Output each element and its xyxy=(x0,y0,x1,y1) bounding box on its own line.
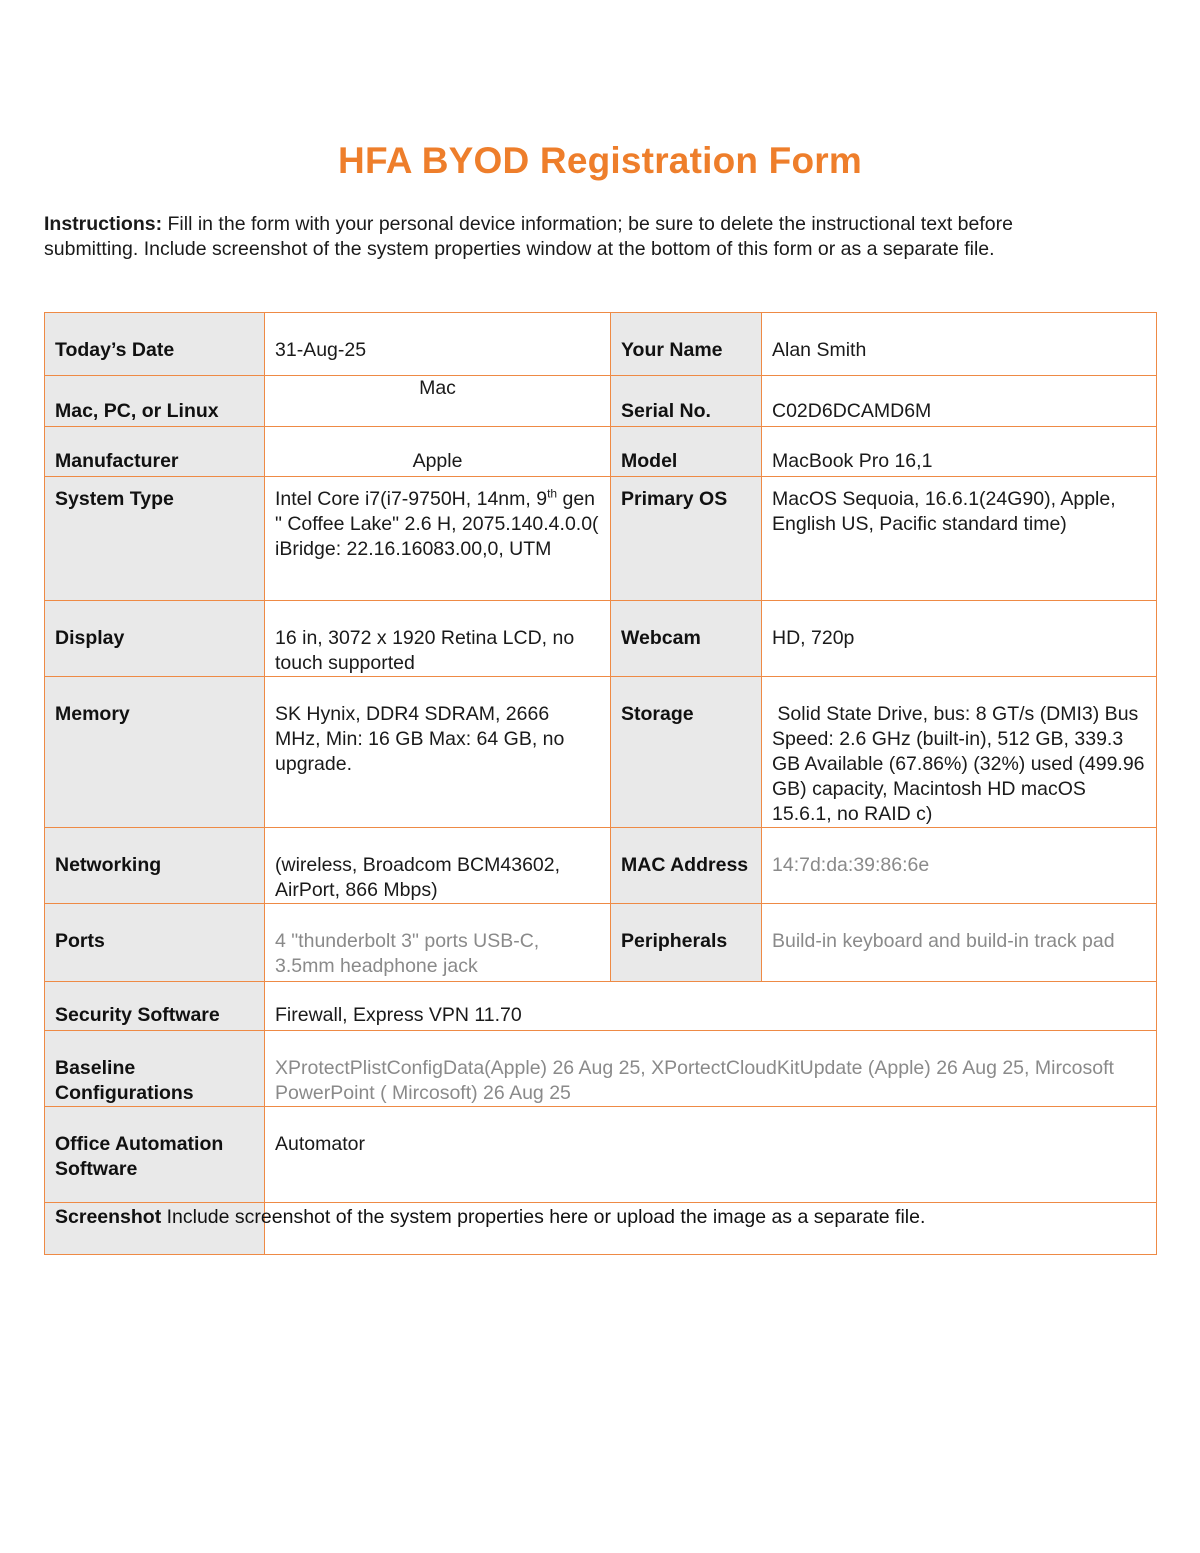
security-software-field[interactable]: Firewall, Express VPN 11.70 xyxy=(265,982,1157,1031)
page-title: HFA BYOD Registration Form xyxy=(338,140,862,181)
row-screenshot xyxy=(45,1203,1157,1255)
system-type-value-pre: Intel Core i7(i7-9750H, 14nm, 9 xyxy=(275,488,548,510)
system-type-superscript: th xyxy=(547,486,558,501)
networking-field[interactable]: (wireless, Broadcom BCM43602, AirPort, 866 Mbps) xyxy=(265,828,611,904)
row-date-name xyxy=(45,313,1157,376)
serial-label: Serial No. xyxy=(611,376,762,427)
row-baseline xyxy=(45,1031,1157,1107)
peripherals-label: Peripherals xyxy=(611,904,762,982)
webcam-field[interactable]: HD, 720p xyxy=(762,601,1157,677)
ports-label: Ports xyxy=(45,904,265,982)
manufacturer-field[interactable]: Apple xyxy=(265,427,611,477)
model-label: Model xyxy=(611,427,762,477)
office-automation-field[interactable]: Automator xyxy=(265,1107,1157,1203)
screenshot-instruction: Include screenshot of the system properties here or upload the image as a separate file. xyxy=(161,1206,926,1228)
serial-field[interactable]: C02D6DCAMD6M xyxy=(762,376,1157,427)
screenshot-label-cell xyxy=(45,1203,926,1255)
primary-os-field[interactable]: MacOS Sequoia, 16.6.1(24G90), Apple, English US, Pacific standard time) xyxy=(762,477,1157,601)
platform-label: Mac, PC, or Linux xyxy=(45,376,265,427)
networking-label: Networking xyxy=(45,828,265,904)
row-ports-peripherals xyxy=(45,904,1157,982)
screenshot-label: Screenshot xyxy=(55,1206,162,1228)
row-platform-serial xyxy=(45,376,1157,427)
system-type-field[interactable] xyxy=(265,477,611,601)
ports-field[interactable]: 4 "thunderbolt 3" ports USB-C, 3.5mm headphone jack xyxy=(265,904,611,982)
row-networking-mac xyxy=(45,828,1157,904)
todays-date-field[interactable]: 31-Aug-25 xyxy=(265,313,611,376)
todays-date-label: Today’s Date xyxy=(45,313,265,376)
mac-address-field[interactable]: 14:7d:da:39:86:6e xyxy=(762,828,1157,904)
storage-field[interactable]: Solid State Drive, bus: 8 GT/s (DMI3) Bus Speed: 2.6 GHz (built-in), 512 GB, 339.3 GB Available (67.86%) (32%) used (499.96 GB) capacity, Macintosh HD macOS 15.6.1, no RAID c) xyxy=(762,677,1157,828)
webcam-label: Webcam xyxy=(611,601,762,677)
row-system-os xyxy=(45,477,1157,601)
peripherals-field[interactable]: Build-in keyboard and build-in track pad xyxy=(762,904,1157,982)
baseline-field[interactable]: XProtectPlistConfigData(Apple) 26 Aug 25, XPortectCloudKitUpdate (Apple) 26 Aug 25, Mircosoft PowerPoint ( Mircosoft) 26 Aug 25 xyxy=(265,1031,1157,1107)
platform-field[interactable]: Mac xyxy=(265,376,611,427)
system-type-label: System Type xyxy=(45,477,265,601)
primary-os-label: Primary OS xyxy=(611,477,762,601)
memory-field[interactable]: SK Hynix, DDR4 SDRAM, 2666 MHz, Min: 16 GB Max: 64 GB, no upgrade. xyxy=(265,677,611,828)
instructions-label: Instructions: xyxy=(44,213,163,235)
system-type-value-post: gen " Coffee Lake" 2.6 H, 2075.140.4.0.0( iBridge: 22.16.16083.00,0, UTM xyxy=(275,488,599,560)
your-name-label: Your Name xyxy=(611,313,762,376)
row-office-automation xyxy=(45,1107,1157,1203)
your-name-field[interactable]: Alan Smith xyxy=(762,313,1157,376)
baseline-label: Baseline Configurations xyxy=(45,1031,265,1107)
registration-form-table xyxy=(44,312,1157,1255)
instructions xyxy=(44,212,1084,262)
display-label: Display xyxy=(45,601,265,677)
model-field[interactable]: MacBook Pro 16,1 xyxy=(762,427,1157,477)
office-automation-label: Office Automation Software xyxy=(45,1107,265,1203)
mac-address-label: MAC Address xyxy=(611,828,762,904)
instructions-text: Fill in the form with your personal device information; be sure to delete the instructional text before submitting. Include screenshot of the system properties window at the bottom of this form or as a separate file. xyxy=(44,213,1013,260)
memory-label: Memory xyxy=(45,677,265,828)
display-field[interactable]: 16 in, 3072 x 1920 Retina LCD, no touch supported xyxy=(265,601,611,677)
storage-label: Storage xyxy=(611,677,762,828)
row-manufacturer-model xyxy=(45,427,1157,477)
row-display-webcam xyxy=(45,601,1157,677)
security-software-label: Security Software xyxy=(45,982,265,1031)
row-memory-storage xyxy=(45,677,1157,828)
row-security xyxy=(45,982,1157,1031)
manufacturer-label: Manufacturer xyxy=(45,427,265,477)
